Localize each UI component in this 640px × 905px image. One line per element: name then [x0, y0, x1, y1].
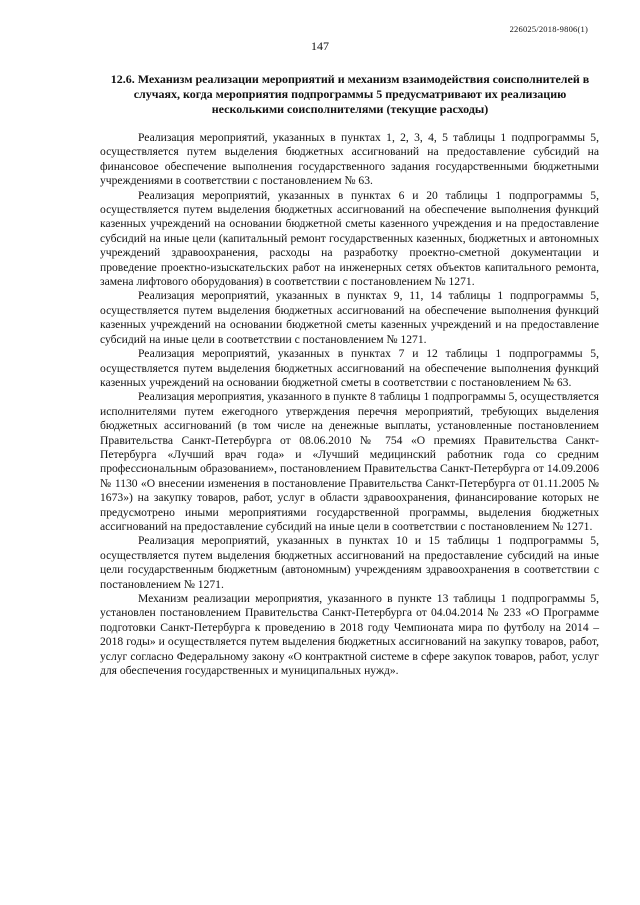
paragraph: Реализация мероприятий, указанных в пунктах 6 и 20 таблицы 1 подпрограммы 5, осуществляется путем выделения бюджетных ассигнований на обеспечение выполнения функций казенных учреждений на основании бюджетной сметы казенного учреждения и на предоставление субсидий на иные цели (капитальный ремонт государственных казенных, бюджетных и автономных учреждений здравоохранения, расходы на разработку проектно-сметной документации и проведение проектно-изыскательских работ на инженерных сетях объектов капитального ремонта, замена лифтового оборудования) в соответствии с постановлением № 1271.	[100, 188, 599, 289]
paragraph: Механизм реализации мероприятия, указанного в пункте 13 таблицы 1 подпрограммы 5, установлен постановлением Правительства Санкт-Петербурга от 04.04.2014 № 233 «О Программе подготовки Санкт-Петербурга к проведению в 2018 году Чемпионата мира по футболу на 2014 – 2018 годы» и осуществляется путем выделения бюджетных ассигнований на закупку товаров, работ, услуг согласно Федеральному закону «О контрактной системе в сфере закупок товаров, работ, услуг для обеспечения государственных и муниципальных нужд».	[100, 592, 599, 678]
section-heading: 12.6. Механизм реализации мероприятий и механизм взаимодействия соисполнителей в случаях, когда мероприятия подпрограммы 5 предусматривают их реализацию несколькими соисполнителями (текущие расходы)	[110, 72, 590, 116]
document-code: 226025/2018-9806(1)	[509, 24, 588, 34]
page-number: 147	[311, 39, 329, 53]
body-text	[100, 131, 599, 678]
paragraph: Реализация мероприятий, указанных в пунктах 7 и 12 таблицы 1 подпрограммы 5, осуществляется путем выделения бюджетных ассигнований на обеспечение выполнения функций казенных учреждений на основании бюджетной сметы в соответствии с постановлением № 63.	[100, 347, 599, 389]
paragraph: Реализация мероприятия, указанного в пункте 8 таблицы 1 подпрограммы 5, осуществляется исполнителями путем ежегодного утверждения перечня мероприятий, требующих выделения бюджетных ассигнований (в том числе на денежные выплаты, установленные постановлением Правительства Санкт-Петербурга от 08.06.2010 № 754 «О премиях Правительства Санкт-Петербурга «Лучший врач года» и «Лучший медицинский работник года со средним профессиональным образованием», постановлением Правительства Санкт-Петербурга от 14.09.2006 № 1130 «О внесении изменения в постановление Правительства Санкт-Петербурга от 01.11.2005 № 1673») на закупку товаров, работ, услуг в области здравоохранения, финансирование которых не предусмотрено иными мероприятиями государственной программы, выделения бюджетных ассигнований на предоставление субсидий на иные цели в соответствии с постановлением № 1271.	[100, 390, 599, 533]
paragraph: Реализация мероприятий, указанных в пунктах 1, 2, 3, 4, 5 таблицы 1 подпрограммы 5, осуществляется путем выделения бюджетных ассигнований на предоставление субсидий на финансовое обеспечение выполнения государственного задания государственными бюджетными учреждениями в соответствии с постановлением № 63.	[100, 131, 599, 188]
paragraph: Реализация мероприятий, указанных в пунктах 9, 11, 14 таблицы 1 подпрограммы 5, осуществляется путем выделения бюджетных ассигнований на обеспечение выполнения функций казенных учреждений на основании бюджетной сметы казенных учреждений и на предоставление субсидий на иные цели в соответствии с постановлением № 1271.	[100, 289, 599, 346]
paragraph: Реализация мероприятий, указанных в пунктах 10 и 15 таблицы 1 подпрограммы 5, осуществляется путем выделения бюджетных ассигнований на предоставление субсидий на иные цели государственным бюджетным (автономным) учреждениям здравоохранения в соответствии с постановлением № 1271.	[100, 534, 599, 591]
